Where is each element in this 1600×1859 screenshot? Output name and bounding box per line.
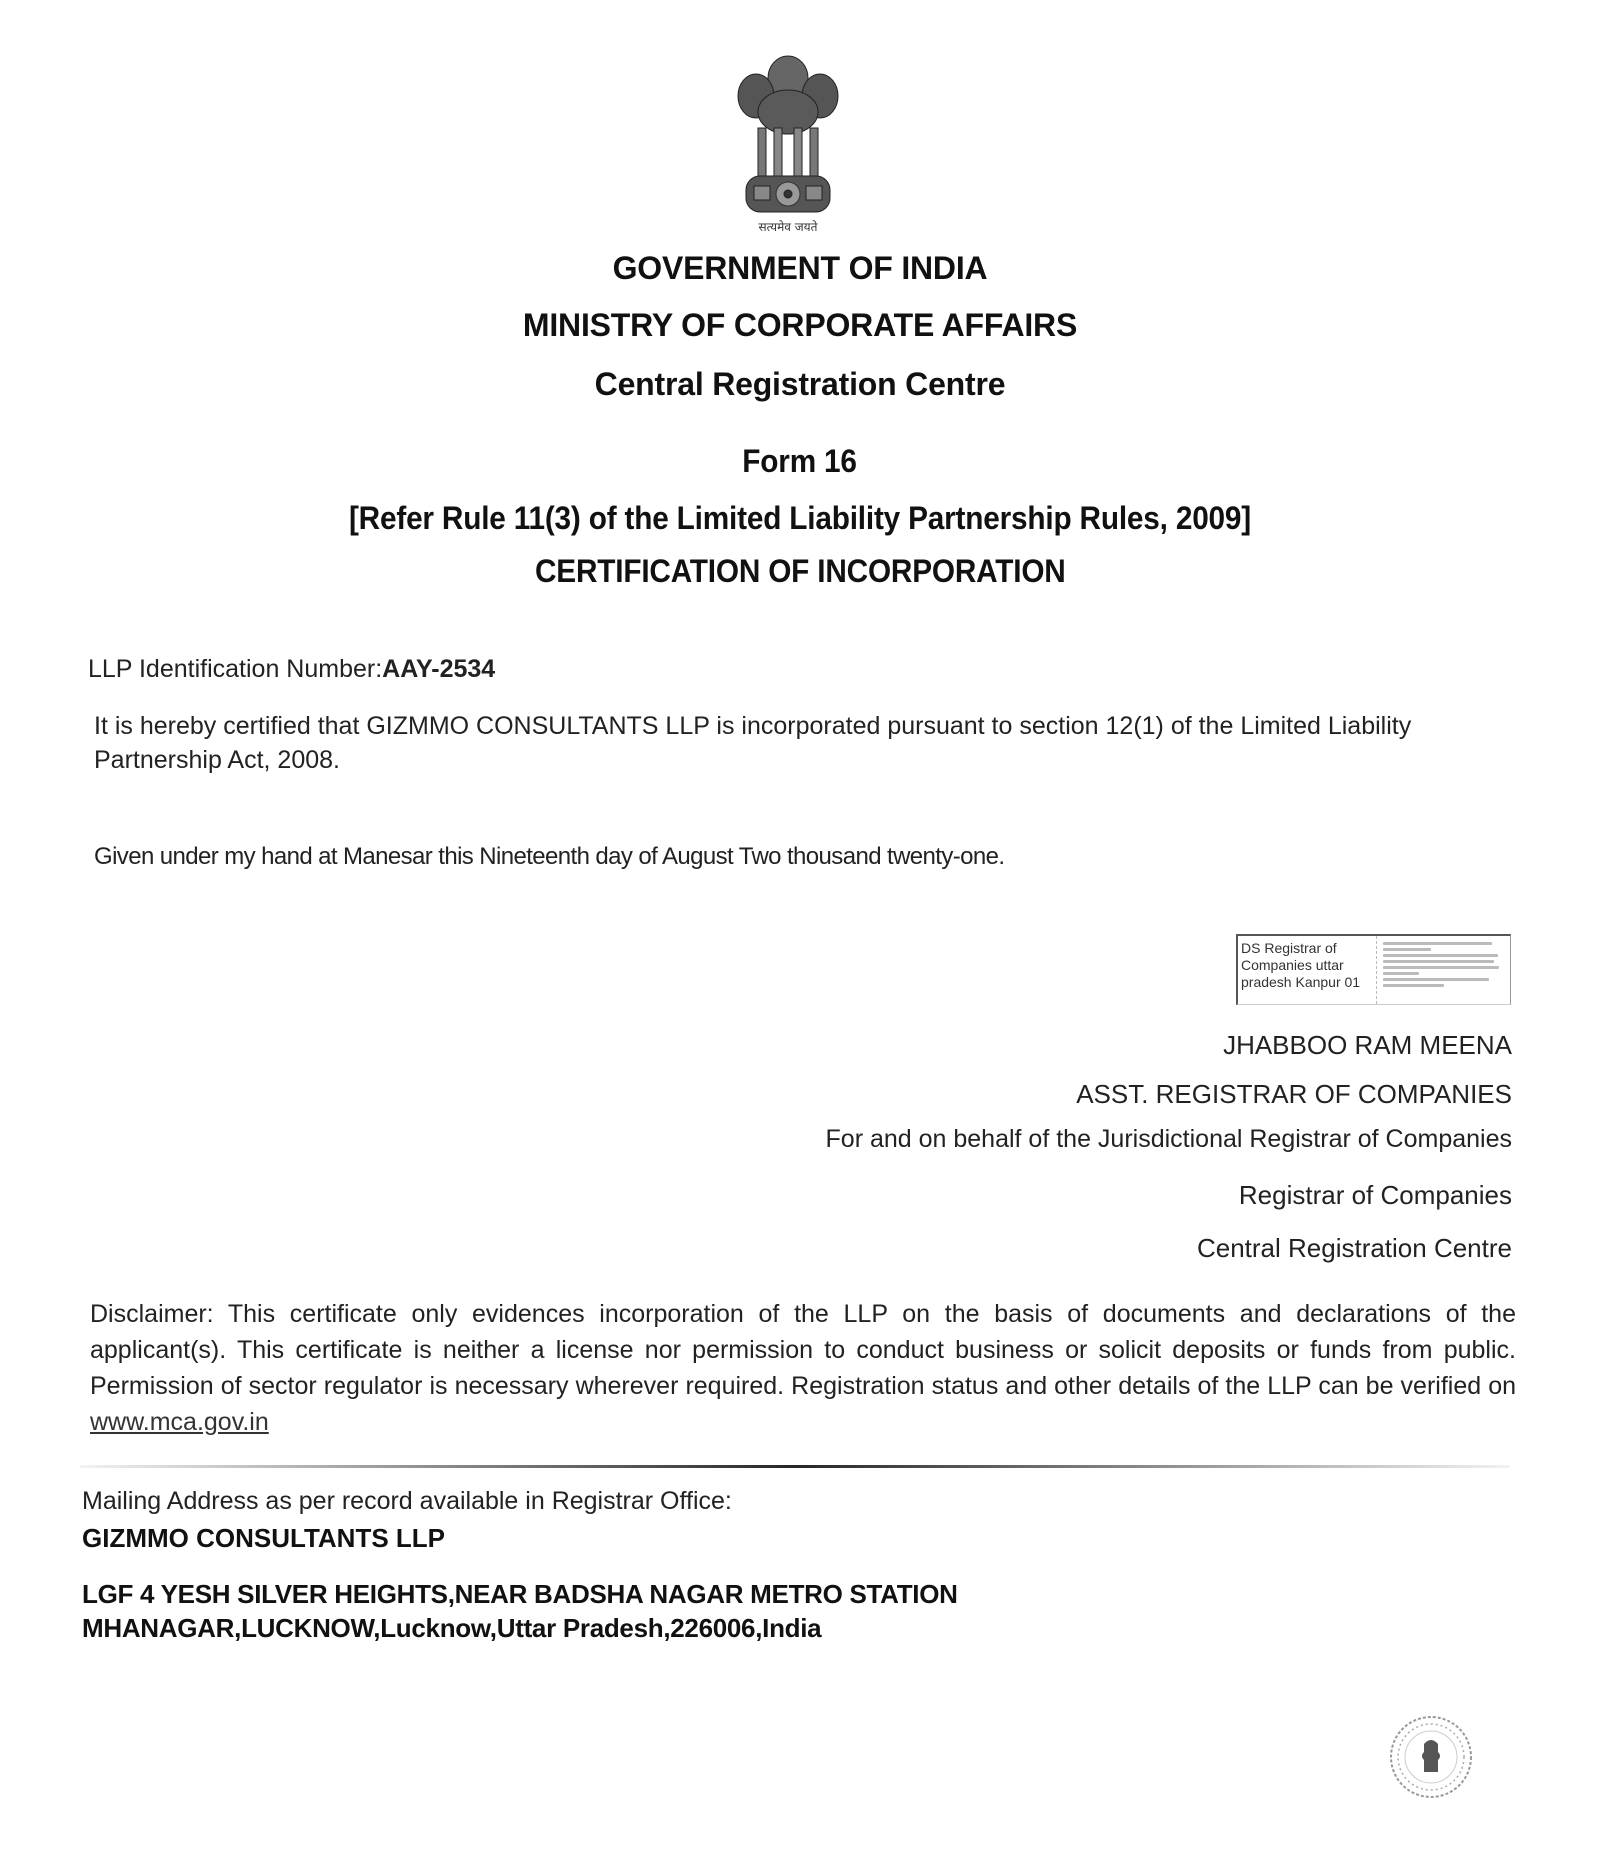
mailing-address-label: Mailing Address as per record available in Registrar Office: bbox=[82, 1487, 732, 1515]
form-rule-reference-text: [Refer Rule 11(3) of the Limited Liability Partnership Rules, 2009] bbox=[348, 500, 1252, 536]
header-registration-centre bbox=[0, 366, 1600, 403]
llp-id-label: LLP Identification Number: bbox=[88, 655, 383, 683]
signatory-centre: Central Registration Centre bbox=[1196, 1233, 1512, 1263]
signatory-name: JHABBOO RAM MEENA bbox=[1223, 1030, 1512, 1060]
llp-id-value: AAY-2534 bbox=[382, 655, 496, 683]
mca-website-link[interactable]: www.mca.gov.in bbox=[90, 1408, 269, 1436]
form-heading bbox=[0, 553, 1600, 590]
header-government bbox=[0, 250, 1600, 287]
header-government-text: GOVERNMENT OF INDIA bbox=[612, 250, 988, 286]
header-ministry-text: MINISTRY OF CORPORATE AFFAIRS bbox=[522, 307, 1078, 343]
disclaimer-text: Disclaimer: This certificate only evidences incorporation of the LLP on the basis of documents and declarations of the applicant(s). This certificate is neither a license nor permission to conduct business or solicit deposits or funds from public. Permission of sector regulator is necessary wherever required. Registration status and other details of the LLP can be verified on bbox=[90, 1300, 1516, 1400]
digital-signature-details bbox=[1377, 936, 1510, 1004]
llp-identification bbox=[88, 652, 495, 686]
mailing-company-name: GIZMMO CONSULTANTS LLP bbox=[82, 1523, 445, 1553]
disclaimer bbox=[90, 1296, 1516, 1440]
mailing-address bbox=[82, 1577, 958, 1645]
signatory-office: Registrar of Companies bbox=[1238, 1180, 1512, 1210]
header-registration-centre-text: Central Registration Centre bbox=[594, 366, 1006, 402]
form-heading-text: CERTIFICATION OF INCORPORATION bbox=[534, 553, 1066, 589]
header-ministry bbox=[0, 307, 1600, 344]
form-title-text: Form 16 bbox=[742, 443, 858, 479]
certification-text: It is hereby certified that GIZMMO CONSULTANTS LLP is incorporated pursuant to section 12(1) of the Limited Liability Partnership Act, 2008. bbox=[94, 712, 1412, 774]
signatory-designation: ASST. REGISTRAR OF COMPANIES bbox=[1076, 1079, 1512, 1109]
form-rule-reference bbox=[0, 500, 1600, 537]
signatory-on-behalf: For and on behalf of the Jurisdictional Registrar of Companies bbox=[825, 1125, 1512, 1153]
section-divider bbox=[80, 1465, 1510, 1468]
emblem-motto: सत्यमेव जयते bbox=[758, 220, 818, 234]
digital-signature-box bbox=[1236, 934, 1511, 1005]
digital-signature-signer: DS Registrar of Companies uttar pradesh Kanpur 01 bbox=[1238, 936, 1377, 1004]
mailing-address-line1: LGF 4 YESH SILVER HEIGHTS,NEAR BADSHA NAGAR METRO STATION bbox=[82, 1579, 958, 1609]
mailing-address-line2: MHANAGAR,LUCKNOW,Lucknow,Uttar Pradesh,226006,India bbox=[82, 1613, 822, 1643]
form-title bbox=[0, 443, 1600, 480]
official-seal-icon bbox=[1388, 1714, 1474, 1800]
given-under-hand-line: Given under my hand at Manesar this Nineteenth day of August Two thousand twenty-one. bbox=[94, 843, 1005, 870]
national-emblem-icon bbox=[728, 48, 848, 238]
